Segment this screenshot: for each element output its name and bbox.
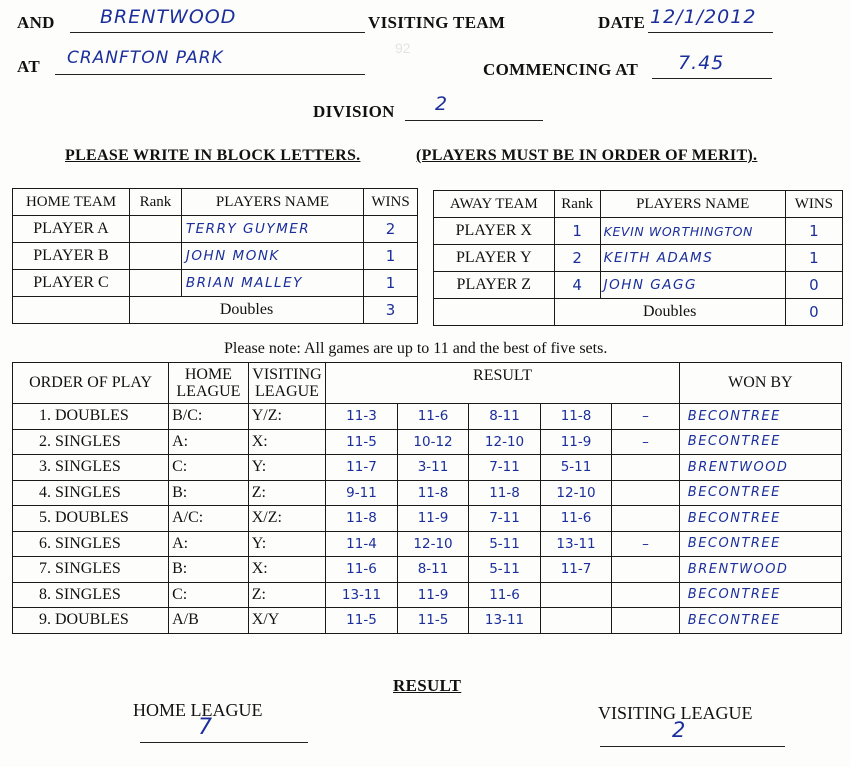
set-score-cell: 7-11 xyxy=(469,506,541,532)
player-wins: 1 xyxy=(785,245,842,272)
set-score-cell: 11-8 xyxy=(397,480,469,506)
visiting-league-cell: Y/Z: xyxy=(248,404,326,430)
set-score-cell: 3-11 xyxy=(397,455,469,481)
home-league-label: HOME LEAGUE xyxy=(133,700,263,720)
set-score-cell: 11-5 xyxy=(326,608,398,634)
order-of-play-cell: 4. SINGLES xyxy=(13,480,169,506)
visiting-league-header: VISITING LEAGUE xyxy=(248,363,326,404)
player-name: JOHN MONK xyxy=(181,243,363,270)
rules-note: Please note: All games are up to 11 and the best of five sets. xyxy=(224,340,608,357)
player-rank: 4 xyxy=(554,272,600,299)
set-score-cell: 13-11 xyxy=(540,531,612,557)
result-row xyxy=(13,480,842,506)
set-score-cell: 11-8 xyxy=(326,506,398,532)
set-score-cell xyxy=(540,582,612,608)
won-by-cell: BECONTREE xyxy=(679,582,841,608)
result-row xyxy=(13,608,842,634)
won-by-cell: BRENTWOOD xyxy=(679,557,841,583)
set-score-cell: 11-7 xyxy=(540,557,612,583)
home-league-header: HOME LEAGUE xyxy=(169,363,249,404)
set-score-cell xyxy=(612,480,679,506)
visiting-league-cell: X: xyxy=(248,557,326,583)
order-of-play-cell: 2. SINGLES xyxy=(13,429,169,455)
home-team-value: BRENTWOOD xyxy=(100,6,237,28)
order-of-play-cell: 5. DOUBLES xyxy=(13,506,169,532)
home-league-cell: A/B xyxy=(169,608,249,634)
won-by-cell: BECONTREE xyxy=(679,429,841,455)
set-score-cell: 11-9 xyxy=(397,582,469,608)
visiting-league-label: VISITING LEAGUE xyxy=(598,703,753,723)
player-wins: 2 xyxy=(364,216,418,243)
players-name-header: PLAYERS NAME xyxy=(181,189,363,216)
home-league-cell: B: xyxy=(169,557,249,583)
set-score-cell: 11-6 xyxy=(469,582,541,608)
player-name: KEVIN WORTHINGTON xyxy=(600,218,785,245)
doubles-wins: 0 xyxy=(785,299,842,326)
players-name-header: PLAYERS NAME xyxy=(600,191,785,218)
order-of-play-cell: 8. SINGLES xyxy=(13,582,169,608)
result-title: RESULT xyxy=(393,676,462,695)
venue-value: CRANFTON PARK xyxy=(67,48,224,68)
set-score-cell: 5-11 xyxy=(469,531,541,557)
set-score-cell: 11-5 xyxy=(326,429,398,455)
rank-header: Rank xyxy=(554,191,600,218)
home-league-cell: B: xyxy=(169,480,249,506)
set-score-cell: 5-11 xyxy=(540,455,612,481)
player-wins: 1 xyxy=(785,218,842,245)
away-team-table xyxy=(433,190,843,326)
visiting-league-cell: X/Z: xyxy=(248,506,326,532)
set-score-cell: – xyxy=(612,531,679,557)
set-score-cell: – xyxy=(612,404,679,430)
visiting-score-value: 2 xyxy=(672,718,687,742)
visiting-league-cell: Y: xyxy=(248,531,326,557)
player-rank xyxy=(130,243,182,270)
result-row xyxy=(13,531,842,557)
player-name: BRIAN MALLEY xyxy=(181,270,363,297)
player-wins: 0 xyxy=(785,272,842,299)
rank-header: Rank xyxy=(130,189,182,216)
visiting-score-line xyxy=(600,720,785,747)
won-by-cell: BECONTREE xyxy=(679,404,841,430)
visiting-league-cell: X/Y xyxy=(248,608,326,634)
set-score-cell: 11-5 xyxy=(397,608,469,634)
player-slot: PLAYER A xyxy=(13,216,130,243)
player-slot: PLAYER X xyxy=(434,218,555,245)
show-through-text: 92 xyxy=(395,40,411,56)
player-slot: PLAYER Y xyxy=(434,245,555,272)
set-score-cell: 11-8 xyxy=(540,404,612,430)
empty-cell xyxy=(13,297,130,324)
wins-header: WINS xyxy=(785,191,842,218)
set-score-cell xyxy=(612,582,679,608)
won-by-cell: BECONTREE xyxy=(679,608,841,634)
result-row xyxy=(13,455,842,481)
set-score-cell: 13-11 xyxy=(469,608,541,634)
home-league-cell: B/C: xyxy=(169,404,249,430)
set-score-cell xyxy=(612,455,679,481)
set-score-cell: 11-8 xyxy=(469,480,541,506)
set-score-cell: – xyxy=(612,429,679,455)
order-of-play-cell: 6. SINGLES xyxy=(13,531,169,557)
player-name: KEITH ADAMS xyxy=(600,245,785,272)
visiting-league-cell: Y: xyxy=(248,455,326,481)
date-label: DATE xyxy=(598,13,646,32)
player-slot: PLAYER B xyxy=(13,243,130,270)
set-score-cell: 11-6 xyxy=(326,557,398,583)
set-score-cell: 11-6 xyxy=(540,506,612,532)
home-team-line xyxy=(70,4,365,33)
result-row xyxy=(13,557,842,583)
set-score-cell: 11-9 xyxy=(540,429,612,455)
commencing-value: 7.45 xyxy=(678,52,725,74)
home-score-value: 7 xyxy=(198,715,213,740)
won-by-cell: BECONTREE xyxy=(679,480,841,506)
player-rank xyxy=(130,270,182,297)
order-of-play-cell: 7. SINGLES xyxy=(13,557,169,583)
venue-line xyxy=(55,46,365,75)
won-by-header: WON BY xyxy=(679,363,841,404)
result-row xyxy=(13,429,842,455)
player-slot: PLAYER C xyxy=(13,270,130,297)
visiting-league-cell: X: xyxy=(248,429,326,455)
result-header: RESULT xyxy=(326,363,680,404)
empty-cell xyxy=(434,299,555,326)
doubles-label: Doubles xyxy=(130,297,364,324)
home-league-cell: C: xyxy=(169,455,249,481)
home-score-line xyxy=(140,716,308,743)
player-slot: PLAYER Z xyxy=(434,272,555,299)
set-score-cell xyxy=(612,506,679,532)
result-row xyxy=(13,506,842,532)
division-value: 2 xyxy=(435,93,449,115)
set-score-cell: 8-11 xyxy=(397,557,469,583)
block-letters-instruction: PLEASE WRITE IN BLOCK LETTERS. xyxy=(65,147,361,164)
player-wins: 1 xyxy=(364,270,418,297)
home-league-cell: A/C: xyxy=(169,506,249,532)
home-league-cell: A: xyxy=(169,429,249,455)
home-league-cell: C: xyxy=(169,582,249,608)
set-score-cell: 8-11 xyxy=(469,404,541,430)
home-team-table xyxy=(12,188,418,324)
division-label: DIVISION xyxy=(313,102,395,121)
commencing-line xyxy=(652,50,772,79)
player-name: TERRY GUYMER xyxy=(181,216,363,243)
and-label: AND xyxy=(17,13,55,32)
won-by-cell: BECONTREE xyxy=(679,531,841,557)
set-score-cell: 12-10 xyxy=(469,429,541,455)
set-score-cell xyxy=(540,608,612,634)
set-score-cell: 11-7 xyxy=(326,455,398,481)
result-row xyxy=(13,404,842,430)
player-rank: 2 xyxy=(554,245,600,272)
doubles-label: Doubles xyxy=(554,299,785,326)
set-score-cell: 12-10 xyxy=(397,531,469,557)
set-score-cell xyxy=(612,608,679,634)
set-score-cell: 10-12 xyxy=(397,429,469,455)
player-rank xyxy=(130,216,182,243)
set-score-cell: 11-4 xyxy=(326,531,398,557)
set-score-cell: 11-3 xyxy=(326,404,398,430)
home-league-cell: A: xyxy=(169,531,249,557)
player-name: JOHN GAGG xyxy=(600,272,785,299)
set-score-cell: 7-11 xyxy=(469,455,541,481)
home-team-header: HOME TEAM xyxy=(13,189,130,216)
player-wins: 1 xyxy=(364,243,418,270)
won-by-cell: BECONTREE xyxy=(679,506,841,532)
won-by-cell: BRENTWOOD xyxy=(679,455,841,481)
order-of-merit-instruction: (PLAYERS MUST BE IN ORDER OF MERIT). xyxy=(416,147,758,164)
set-score-cell: 5-11 xyxy=(469,557,541,583)
division-line xyxy=(405,93,543,121)
set-score-cell: 11-9 xyxy=(397,506,469,532)
order-of-play-cell: 3. SINGLES xyxy=(13,455,169,481)
order-of-play-header: ORDER OF PLAY xyxy=(13,363,169,404)
order-of-play-cell: 9. DOUBLES xyxy=(13,608,169,634)
visiting-league-cell: Z: xyxy=(248,480,326,506)
result-row xyxy=(13,582,842,608)
player-rank: 1 xyxy=(554,218,600,245)
date-line xyxy=(648,4,773,33)
set-score-cell: 12-10 xyxy=(540,480,612,506)
set-score-cell: 9-11 xyxy=(326,480,398,506)
visiting-team-label: VISITING TEAM xyxy=(368,13,506,32)
at-label: AT xyxy=(17,57,40,76)
away-team-header: AWAY TEAM xyxy=(434,191,555,218)
date-value: 12/1/2012 xyxy=(650,6,757,28)
commencing-label: COMMENCING AT xyxy=(483,60,639,79)
order-of-play-cell: 1. DOUBLES xyxy=(13,404,169,430)
set-score-cell: 11-6 xyxy=(397,404,469,430)
set-score-cell xyxy=(612,557,679,583)
doubles-wins: 3 xyxy=(364,297,418,324)
wins-header: WINS xyxy=(364,189,418,216)
visiting-league-cell: Z: xyxy=(248,582,326,608)
set-score-cell: 13-11 xyxy=(326,582,398,608)
results-table xyxy=(12,362,842,634)
